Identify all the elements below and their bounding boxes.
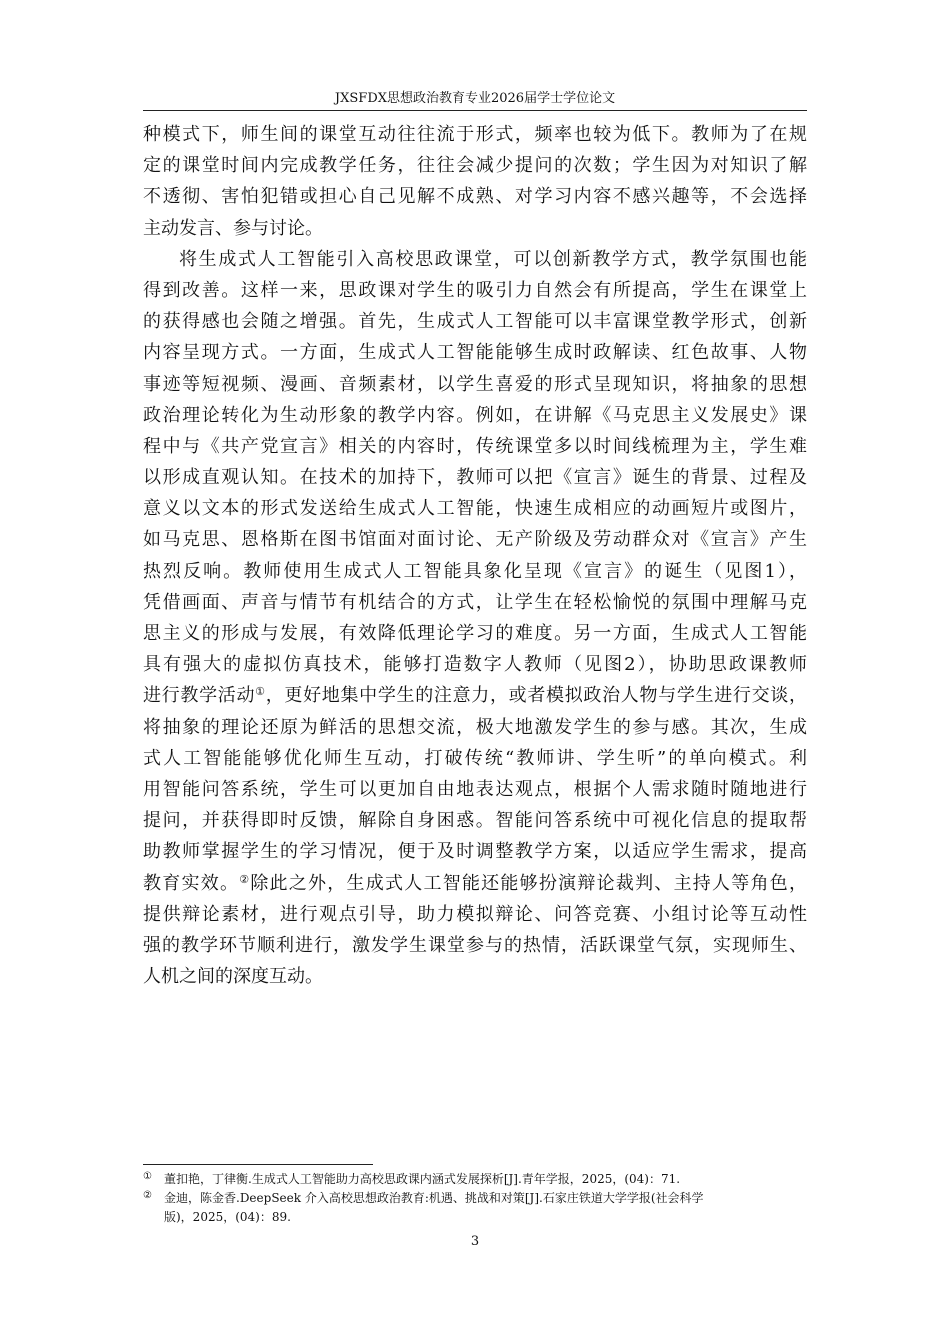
paragraph <box>143 244 807 993</box>
line-text: 将生成式人工智能引入高校思政课堂，可以创新教学方式，教学氛围也能 <box>179 248 807 270</box>
footnote-text: 版)，2025，(04)：89. <box>164 1210 291 1224</box>
footnote-ref: ① <box>255 685 266 699</box>
footnote <box>143 1170 807 1189</box>
line-text: 种模式下，师生间的课堂互动往往流于形式，频率也较为低下。教师为了在规 <box>143 124 807 145</box>
page-header: JXSFDX思想政治教育专业2026届学士学位论文 <box>334 91 616 106</box>
footnote-divider <box>143 1164 373 1165</box>
text-line <box>143 868 807 899</box>
text-line <box>143 213 807 244</box>
line-text: 提问，并获得即时反馈，解除自身困惑。智能问答系统中可视化信息的提取帮 <box>143 810 807 832</box>
text-line <box>143 306 807 337</box>
text-line <box>143 462 807 493</box>
line-text: 提供辩论素材，进行观点引导，助力模拟辩论、问答竞赛、小组讨论等互动性 <box>143 903 807 925</box>
body-text <box>143 119 807 992</box>
text-line <box>143 836 807 867</box>
line-text: 内容呈现方式。一方面，生成式人工智能能够生成时政解读、红色故事、人物 <box>143 342 807 364</box>
footnote-mark: ① <box>143 1171 152 1182</box>
line-text: 热烈反响。教师使用生成式人工智能具象化呈现《宣言》的诞生（见图1）， <box>143 560 807 582</box>
line-text: 事迹等短视频、漫画、音频素材，以学生喜爱的形式呈现知识，将抽象的思想 <box>143 373 807 395</box>
line-text: 不透彻、害怕犯错或担心自己见解不成熟、对学习内容不感兴趣等，不会选择 <box>143 186 807 208</box>
text-line <box>143 524 807 555</box>
line-text: 如马克思、恩格斯在图书馆面对面讨论、无产阶级及劳动群众对《宣言》产生 <box>143 529 807 551</box>
line-text: 进行教学活动 <box>143 685 256 707</box>
text-line <box>143 930 807 961</box>
line-text: 主动发言、参与讨论。 <box>143 217 323 239</box>
text-line <box>143 649 807 680</box>
text-line <box>143 181 807 212</box>
line-text: 人机之间的深度互动。 <box>143 966 323 988</box>
line-text: 具有强大的虚拟仿真技术，能够打造数字人教师（见图2），协助思政课教师 <box>143 654 807 676</box>
footnote-mark: ② <box>143 1190 152 1201</box>
text-line <box>143 680 807 711</box>
text-line <box>143 961 807 992</box>
line-text: 政治理论转化为生动形象的教学内容。例如，在讲解《马克思主义发展史》课 <box>143 404 807 426</box>
line-text: ，更好地集中学生的注意力，或者模拟政治人物与学生进行交谈， <box>265 685 807 707</box>
text-line <box>143 805 807 836</box>
footnotes <box>143 1170 807 1227</box>
text-line <box>143 493 807 524</box>
text-line <box>143 244 807 275</box>
text-line <box>143 556 807 587</box>
header-divider <box>143 110 807 111</box>
text-line <box>143 774 807 805</box>
footnote-text: 金迪，陈金香.DeepSeek 介入高校思想政治教育:机遇、挑战和对策[J].石家庄铁道大学学报(社会科学 <box>164 1191 704 1205</box>
line-text: 定的课堂时间内完成教学任务，往往会减少提问的次数；学生因为对知识了解 <box>143 155 807 177</box>
line-text: 用智能问答系统，学生可以更加自由地表达观点，根据个人需求随时随地进行 <box>143 778 807 800</box>
text-line <box>143 119 807 150</box>
text-line <box>143 899 807 930</box>
footnote-ref: ② <box>239 872 251 886</box>
text-line <box>143 743 807 774</box>
text-line <box>143 618 807 649</box>
text-line <box>143 337 807 368</box>
line-text: 思主义的形成与发展，有效降低理论学习的难度。另一方面，生成式人工智能 <box>143 623 807 644</box>
footnote-text: 董扣艳，丁律衡.生成式人工智能助力高校思政课内涵式发展探析[J].青年学报，2025，(04)：71. <box>164 1172 681 1186</box>
line-text: 将抽象的理论还原为鲜活的思想交流，极大地激发学生的参与感。其次，生成 <box>143 716 807 738</box>
paragraph <box>143 119 807 244</box>
line-text: 除此之外，生成式人工智能还能够扮演辩论裁判、主持人等角色， <box>250 872 808 894</box>
text-line <box>143 587 807 618</box>
page-number: 3 <box>470 1234 480 1249</box>
line-text: 凭借画面、声音与情节有机结合的方式，让学生在轻松愉悦的氛围中理解马克 <box>143 591 807 613</box>
line-text: 教育实效。 <box>143 872 240 894</box>
line-text: 助教师掌握学生的学习情况，便于及时调整教学方案，以适应学生需求，提高 <box>143 841 807 863</box>
text-line <box>143 150 807 181</box>
line-text: 意义以文本的形式发送给生成式人工智能，快速生成相应的动画短片或图片， <box>143 498 807 520</box>
text-line <box>143 712 807 743</box>
text-line <box>143 431 807 462</box>
line-text: 得到改善。这样一来，思政课对学生的吸引力自然会有所提高，学生在课堂上 <box>143 279 807 301</box>
line-text: 强的教学环节顺利进行，激发学生课堂参与的热情，活跃课堂气氛，实现师生、 <box>143 934 807 956</box>
footnote <box>143 1189 807 1227</box>
line-text: 式人工智能能够优化师生互动，打破传统“教师讲、学生听”的单向模式。利 <box>143 747 807 769</box>
line-text: 程中与《共产党宣言》相关的内容时，传统课堂多以时间线梳理为主，学生难 <box>143 435 807 457</box>
line-text: 的获得感也会随之增强。首先，生成式人工智能可以丰富课堂教学形式，创新 <box>143 311 807 333</box>
text-line <box>143 275 807 306</box>
text-line <box>143 400 807 431</box>
line-text: 以形成直观认知。在技术的加持下，教师可以把《宣言》诞生的背景、过程及 <box>143 467 807 489</box>
text-line <box>143 369 807 400</box>
